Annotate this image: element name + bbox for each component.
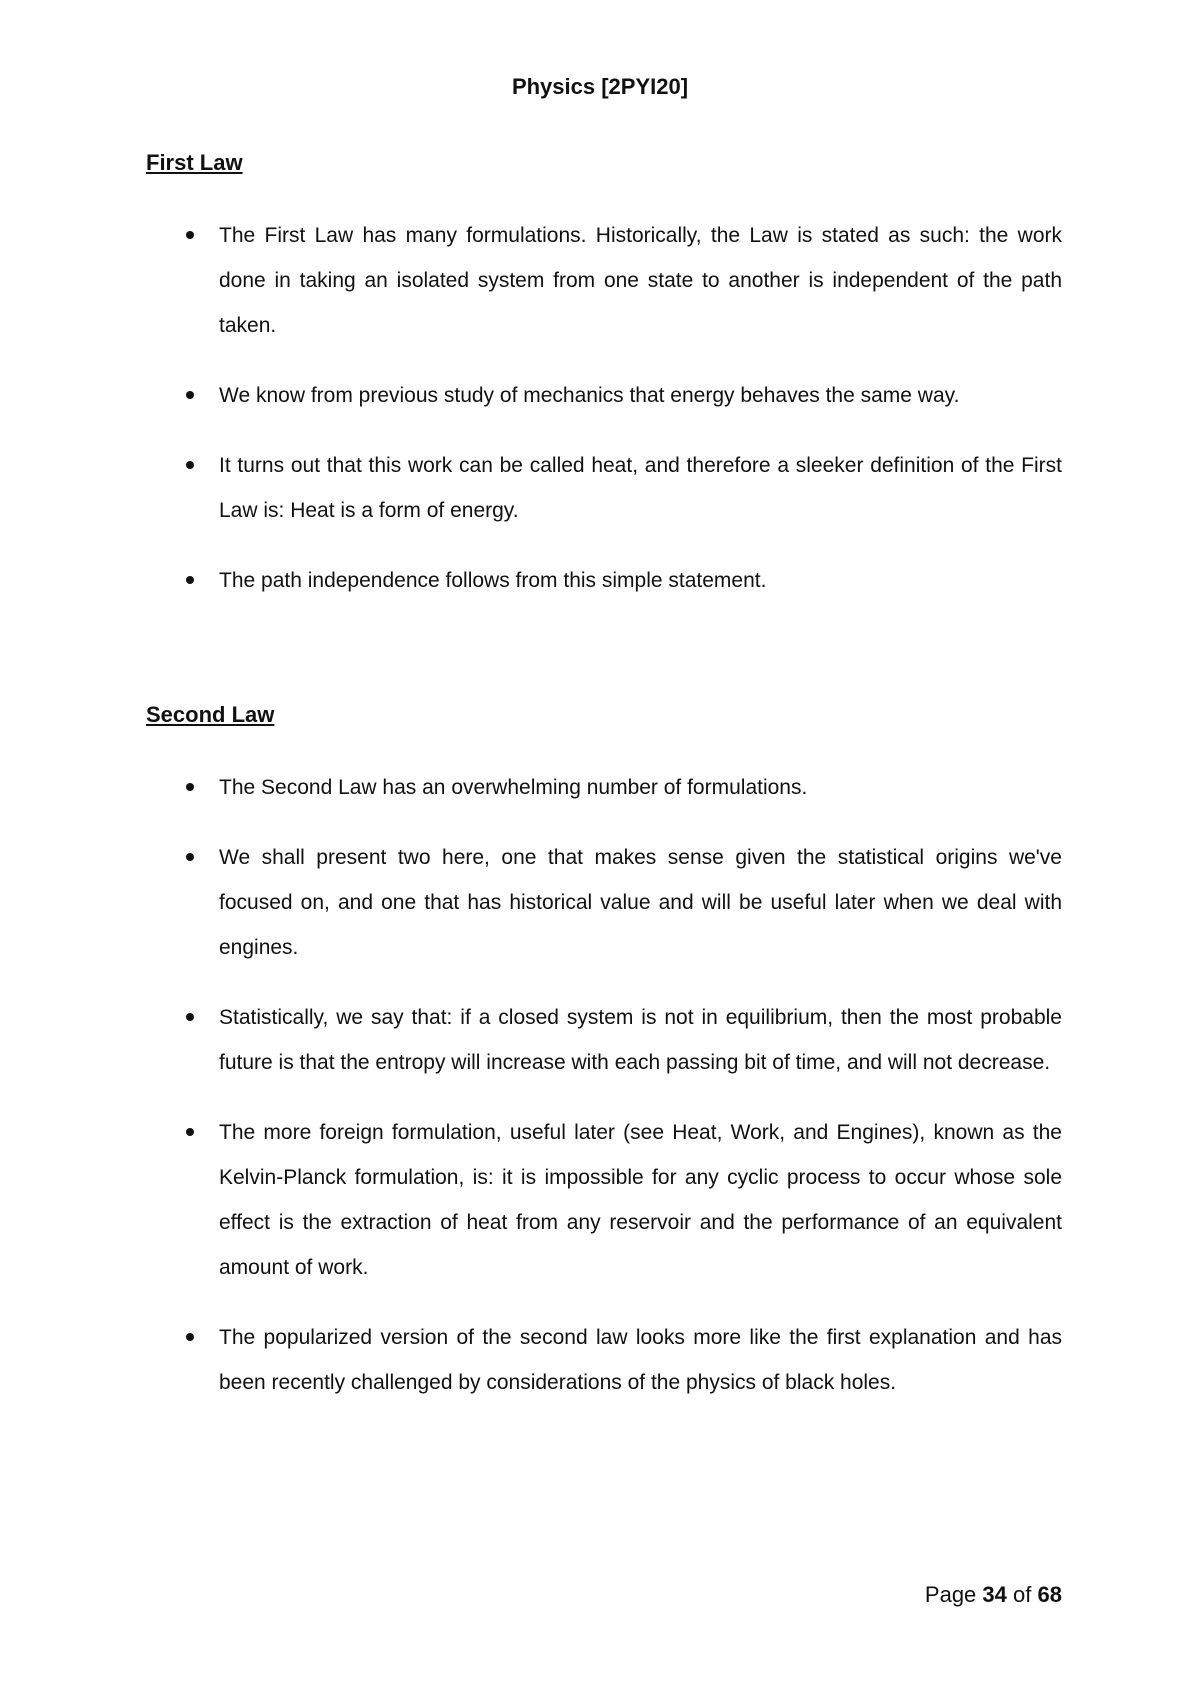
bullet-list — [146, 765, 1062, 1405]
bullet-icon — [186, 391, 194, 399]
bullet-icon — [186, 783, 194, 791]
bullet-text: We shall present two here, one that makes sense given the statistical origins we've focused on, and one that has historical value and will be useful later when we deal with engines. — [219, 846, 1062, 959]
bullet-icon — [186, 461, 194, 469]
list-item — [146, 995, 1062, 1085]
list-item — [146, 558, 1062, 603]
bullet-icon — [186, 1333, 194, 1341]
list-item — [146, 373, 1062, 418]
bullet-list — [146, 213, 1062, 603]
section-heading: Second Law — [146, 702, 275, 727]
section-second-law — [146, 700, 1062, 1405]
list-item — [146, 213, 1062, 348]
bullet-text: We know from previous study of mechanics that energy behaves the same way. — [219, 384, 960, 407]
list-item — [146, 835, 1062, 970]
list-item — [146, 765, 1062, 810]
current-page-number: 34 — [982, 1582, 1007, 1607]
bullet-icon — [186, 231, 194, 239]
bullet-icon — [186, 1128, 194, 1136]
bullet-text: Statistically, we say that: if a closed system is not in equilibrium, then the most probable future is that the entropy will increase with each passing bit of time, and will not decrease. — [219, 1006, 1062, 1074]
section-first-law — [146, 148, 1062, 603]
bullet-text: It turns out that this work can be called heat, and therefore a sleeker definition of the First Law is: Heat is a form of energy. — [219, 454, 1062, 522]
page-header-title: Physics [2PYI20] — [511, 74, 689, 99]
of-word: of — [1013, 1582, 1032, 1607]
page-word: Page — [924, 1582, 977, 1607]
list-item — [146, 1315, 1062, 1405]
section-heading: First Law — [146, 150, 243, 175]
bullet-icon — [186, 576, 194, 584]
bullet-text: The First Law has many formulations. Historically, the Law is stated as such: the work done in taking an isolated system from one state to another is independent of the path taken. — [219, 224, 1062, 337]
list-item — [146, 1110, 1062, 1290]
bullet-text: The popularized version of the second law looks more like the first explanation and has been recently challenged by considerations of the physics of black holes. — [219, 1326, 1062, 1394]
bullet-text: The Second Law has an overwhelming number of formulations. — [219, 776, 808, 799]
bullet-text: The path independence follows from this simple statement. — [219, 569, 767, 592]
bullet-icon — [186, 853, 194, 861]
page-number-footer — [925, 1580, 1062, 1610]
bullet-icon — [186, 1013, 194, 1021]
bullet-text: The more foreign formulation, useful later (see Heat, Work, and Engines), known as the Kelvin-Planck formulation, is: it is impossible for any cyclic process to occur whose sole effect is the extraction of heat from any reservoir and the performance of an equivalent amount of work. — [219, 1121, 1062, 1279]
list-item — [146, 443, 1062, 533]
total-pages-number: 68 — [1037, 1582, 1062, 1607]
